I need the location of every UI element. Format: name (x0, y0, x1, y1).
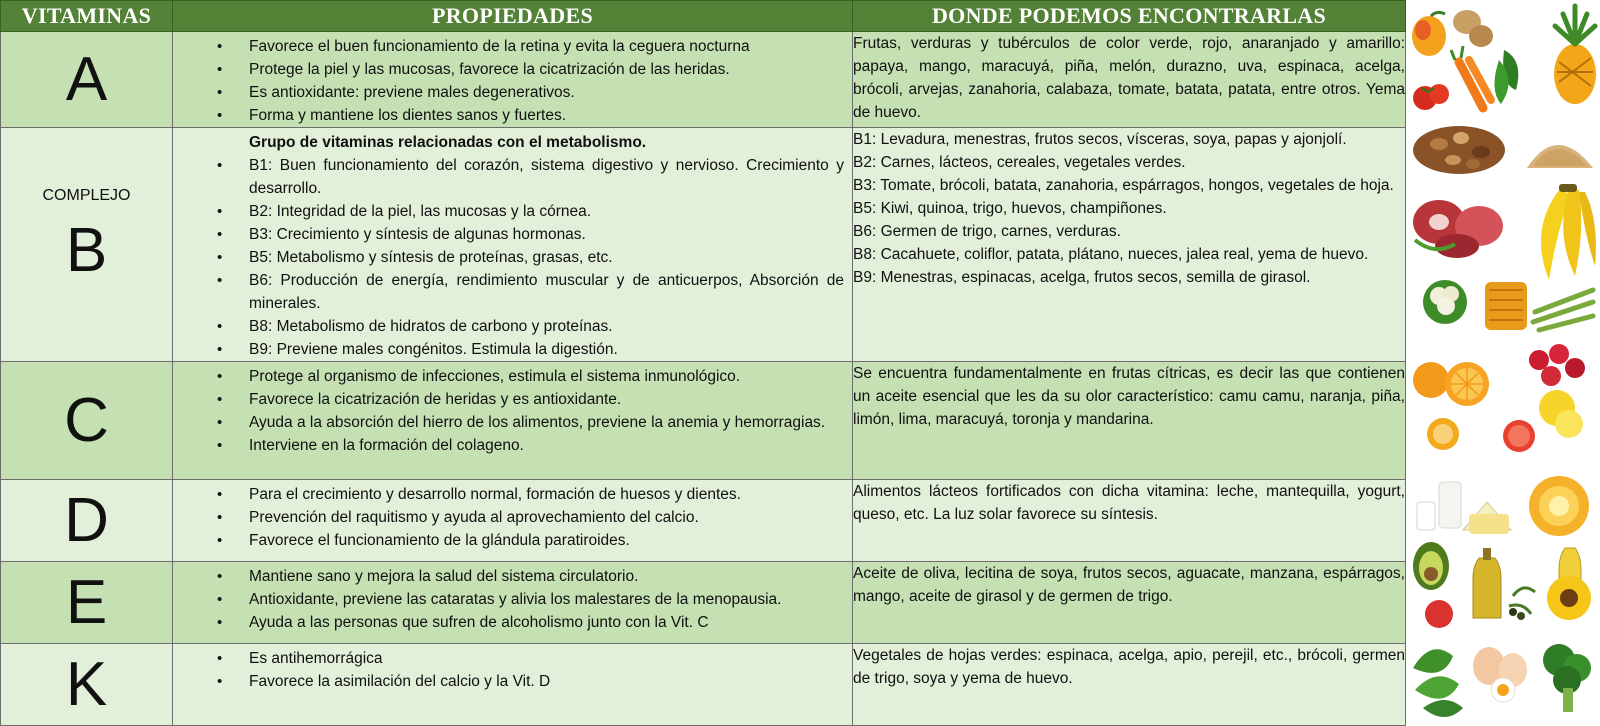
food-images-column (1409, 0, 1600, 726)
property-item: • Para el crecimiento y desarrollo normal, formación de huesos y dientes. (173, 483, 844, 506)
property-item: • Forma y mantiene los dientes sanos y fuertes. (173, 104, 844, 127)
property-item: • B9: Previene males congénitos. Estimula la digestión. (173, 338, 844, 361)
sources-cell (853, 128, 1406, 362)
property-item: • B1: Buen funcionamiento del corazón, sistema digestivo y nervioso. Crecimiento y desarrollo. (173, 154, 844, 200)
header-vitamins: VITAMINAS (1, 1, 173, 32)
property-item: • Favorece el buen funcionamiento de la retina y evita la ceguera nocturna (173, 35, 844, 58)
vitamin-letter-cell (1, 644, 173, 726)
table-header-row (1, 1, 1406, 32)
banana-icon (1541, 184, 1596, 280)
property-item: • Favorece la asimilación del calcio y la Vit. D (173, 670, 844, 693)
vitamin-letter: C (64, 385, 109, 455)
source-text: B6: Germen de trigo, carnes, verduras. (853, 223, 1121, 240)
vitamin-letter-cell (1, 128, 173, 362)
vitamin-letter-cell (1, 480, 173, 562)
properties-cell (173, 32, 853, 128)
property-item: • B8: Metabolismo de hidratos de carbono y proteínas. (173, 315, 844, 338)
sources-cell (853, 362, 1406, 480)
property-group-heading: Grupo de vitaminas relacionadas con el metabolismo. (249, 134, 647, 151)
property-item: • Antioxidante, previene las cataratas y alivia los malestares de la menopausia. (173, 588, 844, 611)
vitamin-letter-cell (1, 362, 173, 480)
avocado-oil-sunflower-icon (1413, 542, 1591, 628)
source-text: Aceite de oliva, lecitina de soya, frutos secos, aguacate, manzana, espárragos, mango, aceite de girasol y de germen de trigo. (853, 565, 1405, 605)
property-item: • B3: Crecimiento y síntesis de algunas hormonas. (173, 223, 844, 246)
property-item: • Favorece el funcionamiento de la glándula paratiroides. (173, 529, 844, 552)
source-text: Alimentos lácteos fortificados con dicha vitamina: leche, mantequilla, yogurt, queso, etc. La luz solar favorece su síntesis. (853, 483, 1405, 523)
apples-icon (1529, 344, 1585, 386)
table-row-vitamin-e (1, 562, 1406, 644)
property-item: • Mantiene sano y mejora la salud del sistema circulatorio. (173, 565, 844, 588)
mango-potato-icon (1412, 10, 1493, 56)
property-item: • B2: Integridad de la piel, las mucosas y la córnea. (173, 200, 844, 223)
properties-list (173, 562, 852, 634)
sources-cell (853, 480, 1406, 562)
source-text: Frutas, verduras y tubérculos de color verde, rojo, anaranjado y amarillo: papaya, mango, maracuyá, piña, melón, durazno, uva, espinaca, acelga, brócoli, arvejas, zanahoria, calabaza, tomate, batata, patata, entre otros. Yema de huevo. (853, 35, 1405, 121)
property-item: • Es antioxidante: previene males degenerativos. (173, 81, 844, 104)
vitamin-prefix: COMPLEJO (42, 186, 131, 204)
source-text: B2: Carnes, lácteos, cereales, vegetales verdes. (853, 154, 1186, 171)
source-text: B1: Levadura, menestras, frutos secos, vísceras, soya, papas y ajonjolí. (853, 131, 1347, 148)
properties-cell (173, 128, 853, 362)
pineapple-icon (1554, 6, 1596, 104)
header-properties: PROPIEDADES (173, 1, 853, 32)
properties-list (173, 128, 852, 361)
table-row-vitamin-b (1, 128, 1406, 362)
properties-list (173, 32, 852, 127)
vitamin-letter-cell (1, 562, 173, 644)
property-item: • Ayuda a la absorción del hierro de los alimentos, previene la anemia y hemorragias. (173, 411, 844, 434)
vitamin-letter: B (65, 215, 108, 285)
source-text: B5: Kiwi, quinoa, trigo, huevos, champiñones. (853, 200, 1167, 217)
cauliflower-honeycomb-asparagus-icon (1423, 280, 1593, 330)
source-text: Se encuentra fundamentalmente en frutas cítricas, es decir las que contienen un aceite esencial que les da su olor característico: camu camu, naranja, piña, limón, lima, maracuyá, toronja y mandarina. (853, 365, 1405, 428)
property-item: • Ayuda a las personas que sufren de alcoholismo junto con la Vit. C (173, 611, 844, 634)
properties-cell (173, 362, 853, 480)
property-item: • Protege la piel y las mucosas, favorece la cicatrización de las heridas. (173, 58, 844, 81)
vitamin-letter: K (65, 649, 108, 719)
source-text: Vegetales de hojas verdes: espinaca, acelga, apio, perejil, etc., brócoli, germen de trigo, soya y yema de huevo. (853, 647, 1405, 687)
table-row-vitamin-c (1, 362, 1406, 480)
greens-eggs-broccoli-icon (1413, 644, 1591, 717)
property-item: • Favorece la cicatrización de heridas y es antioxidante. (173, 388, 844, 411)
property-item: • Prevención del raquitismo y ayuda al aprovechamiento del calcio. (173, 506, 844, 529)
sources-cell (853, 562, 1406, 644)
properties-list (173, 362, 852, 457)
properties-list (173, 480, 852, 552)
sources-cell (853, 32, 1406, 128)
source-text: B3: Tomate, brócoli, batata, zanahoria, espárragos, hongos, vegetales de hoja. (853, 177, 1394, 194)
property-item: • B5: Metabolismo y síntesis de proteínas, grasas, etc. (173, 246, 844, 269)
header-sources: DONDE PODEMOS ENCONTRARLAS (853, 1, 1406, 32)
vitamin-letter: A (65, 44, 108, 114)
property-item: • Es antihemorrágica (173, 647, 844, 670)
properties-cell (173, 480, 853, 562)
property-item: • Interviene en la formación del colageno. (173, 434, 844, 457)
vitamin-letter: D (64, 485, 109, 555)
table-row-vitamin-a (1, 32, 1406, 128)
properties-cell (173, 562, 853, 644)
vitamin-letter: E (65, 567, 108, 637)
source-text: B9: Menestras, espinacas, acelga, frutos secos, semilla de girasol. (853, 269, 1311, 286)
source-text: B8: Cacahuete, coliflor, patata, plátano, nueces, jalea real, yema de huevo. (853, 246, 1369, 263)
bran-icon (1527, 145, 1593, 168)
vitamin-letter-cell (1, 32, 173, 128)
nuts-icon (1413, 126, 1505, 174)
dairy-icon (1417, 482, 1511, 534)
properties-cell (173, 644, 853, 726)
table-row-vitamin-d (1, 480, 1406, 562)
property-item: • B6: Producción de energía, rendimiento muscular y de anticuerpos, Absorción de minerales. (173, 269, 844, 315)
properties-list (173, 644, 852, 693)
sources-cell (853, 644, 1406, 726)
meat-icon (1413, 200, 1503, 258)
property-item: • Protege al organismo de infecciones, estimula el sistema inmunológico. (173, 365, 844, 388)
table-row-vitamin-k (1, 644, 1406, 726)
sun-icon (1529, 476, 1589, 536)
